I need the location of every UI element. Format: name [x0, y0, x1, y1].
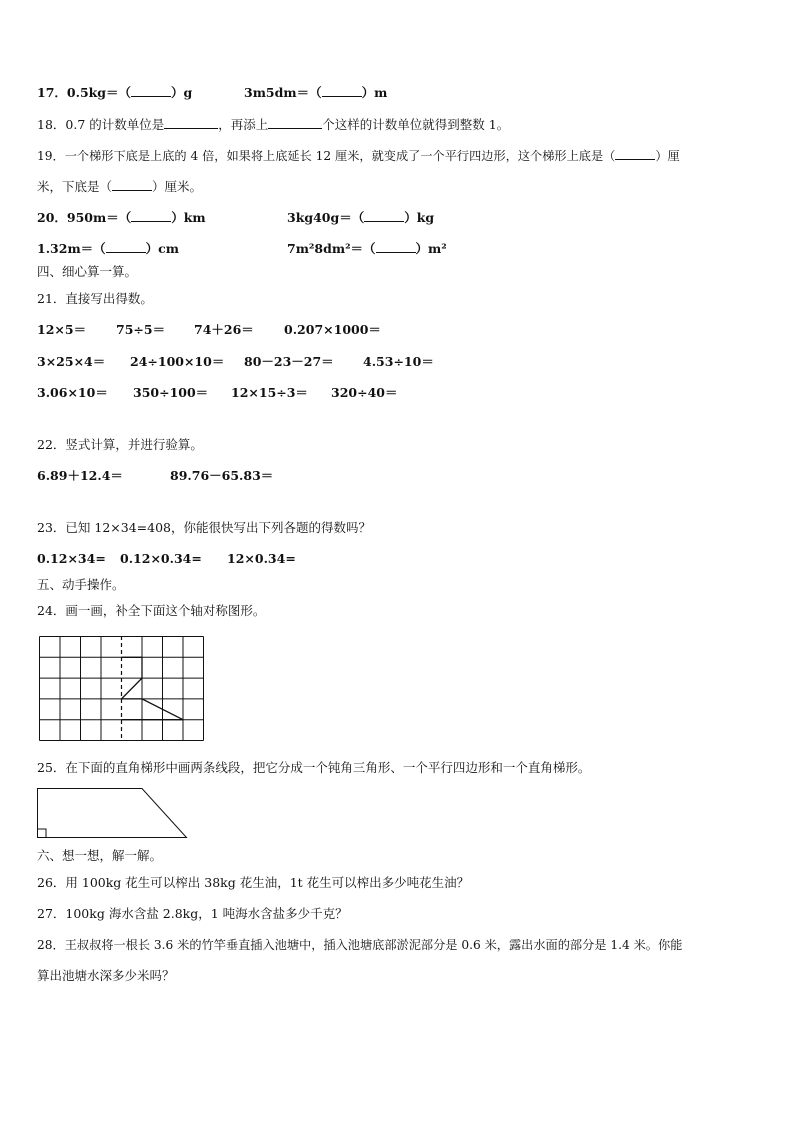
q19-text-1: 19．一个梯形下底是上底的 4 倍，如果将上底延长 12 厘米，就变成了一个平行四边形，这个梯形上底是（: [37, 149, 616, 163]
calc-item: 80－23－27＝: [244, 354, 334, 369]
question-21-title: 21．直接写出得数。: [37, 291, 153, 306]
calc-item: 6.89＋12.4＝: [37, 468, 123, 483]
q20-part-d: 7m²8dm²＝（: [287, 241, 376, 256]
calc-item: 89.76－65.83＝: [170, 468, 274, 483]
calc-item: 74＋26＝: [194, 322, 254, 337]
calc-item: 12×15÷3＝: [231, 385, 308, 400]
calc-item: 12×5＝: [37, 322, 87, 337]
q20-part-b: 3kg40g＝（: [287, 210, 365, 225]
half-figure-outline: [122, 657, 184, 719]
calc-item: 24÷100×10＝: [130, 354, 225, 369]
q18-text-1: 18．0.7 的计数单位是: [37, 117, 165, 132]
question-24-title: 24．画一画，补全下面这个轴对称图形。: [37, 603, 266, 618]
answer-blank[interactable]: [364, 209, 404, 222]
answer-blank[interactable]: [112, 178, 152, 191]
answer-blank[interactable]: [164, 116, 218, 129]
q17-part-b: 3m5dm＝（: [244, 85, 322, 100]
section-4-heading: 四、细心算一算。: [37, 264, 138, 279]
q20-unit-a: ）km: [171, 210, 206, 225]
question-20-c: [37, 240, 179, 257]
q20-part-a: 20．950m＝（: [37, 210, 132, 225]
answer-blank[interactable]: [322, 84, 362, 97]
q19-text-4: ）厘米。: [152, 179, 203, 194]
q20-unit-d: ）m²: [415, 241, 447, 256]
question-26: 26．用 100kg 花生可以榨出 38kg 花生油，1t 花生可以榨出多少吨花生油？: [37, 875, 470, 890]
calc-item: 3×25×4＝: [37, 354, 106, 369]
answer-blank[interactable]: [615, 147, 655, 160]
right-trapezoid-figure[interactable]: [37, 788, 189, 838]
calc-item: 0.12×34=: [37, 551, 106, 566]
calc-item: 12×0.34=: [227, 551, 296, 566]
q17-unit-b: ）m: [361, 85, 388, 100]
answer-blank[interactable]: [131, 209, 171, 222]
question-19-line-2: [37, 178, 202, 195]
calc-item: 320÷40＝: [331, 385, 398, 400]
q18-text-2: ，再添上: [218, 117, 269, 132]
question-28-line-2: 算出池塘水深多少米吗？: [37, 968, 175, 983]
q20-part-c: 1.32m＝（: [37, 241, 106, 256]
answer-blank[interactable]: [106, 240, 146, 253]
question-17: [37, 84, 192, 101]
question-17-part-b: [244, 84, 387, 101]
q20-unit-c: ）cm: [145, 241, 180, 256]
section-5-heading: 五、动手操作。: [37, 577, 125, 592]
question-20-b: [287, 209, 434, 226]
question-20-d: [287, 240, 447, 257]
question-18: [37, 116, 509, 133]
answer-blank[interactable]: [268, 116, 322, 129]
q19-text-3: 米，下底是（: [37, 179, 113, 194]
section-6-heading: 六、想一想，解一解。: [37, 848, 163, 863]
question-19-line-1: [37, 147, 680, 164]
question-23-title: 23．已知 12×34=408，你能很快写出下列各题的得数吗？: [37, 520, 371, 535]
answer-blank[interactable]: [376, 240, 416, 253]
calc-item: 3.06×10＝: [37, 385, 108, 400]
q17-part-a: 17．0.5kg＝（: [37, 85, 132, 100]
question-27: 27．100kg 海水含盐 2.8kg，1 吨海水含盐多少千克？: [37, 906, 348, 921]
symmetry-grid-figure[interactable]: [39, 636, 209, 742]
question-22-title: 22．竖式计算，并进行验算。: [37, 437, 203, 452]
q18-text-3: 个这样的计数单位就得到整数 1。: [322, 117, 510, 132]
calc-item: 350÷100＝: [133, 385, 209, 400]
trapezoid-outline: [38, 789, 187, 838]
calc-item: 0.12×0.34=: [120, 551, 202, 566]
q20-unit-b: ）kg: [404, 210, 435, 225]
calc-item: 0.207×1000＝: [284, 322, 381, 337]
calc-item: 4.53÷10＝: [363, 354, 434, 369]
q19-text-2: ）厘: [655, 149, 680, 163]
calc-item: 75÷5＝: [116, 322, 166, 337]
question-25-title: 25．在下面的直角梯形中画两条线段，把它分成一个钝角三角形、一个平行四边形和一个直角梯形。: [37, 760, 591, 775]
right-angle-mark: [38, 829, 47, 838]
q17-unit-a: ）g: [171, 85, 193, 100]
question-20-a: [37, 209, 206, 226]
answer-blank[interactable]: [131, 84, 171, 97]
question-28-line-1: 28．王叔叔将一根长 3.6 米的竹竿垂直插入池塘中，插入池塘底部淤泥部分是 0.6 米，露出水面的部分是 1.4 米。你能: [37, 938, 683, 952]
